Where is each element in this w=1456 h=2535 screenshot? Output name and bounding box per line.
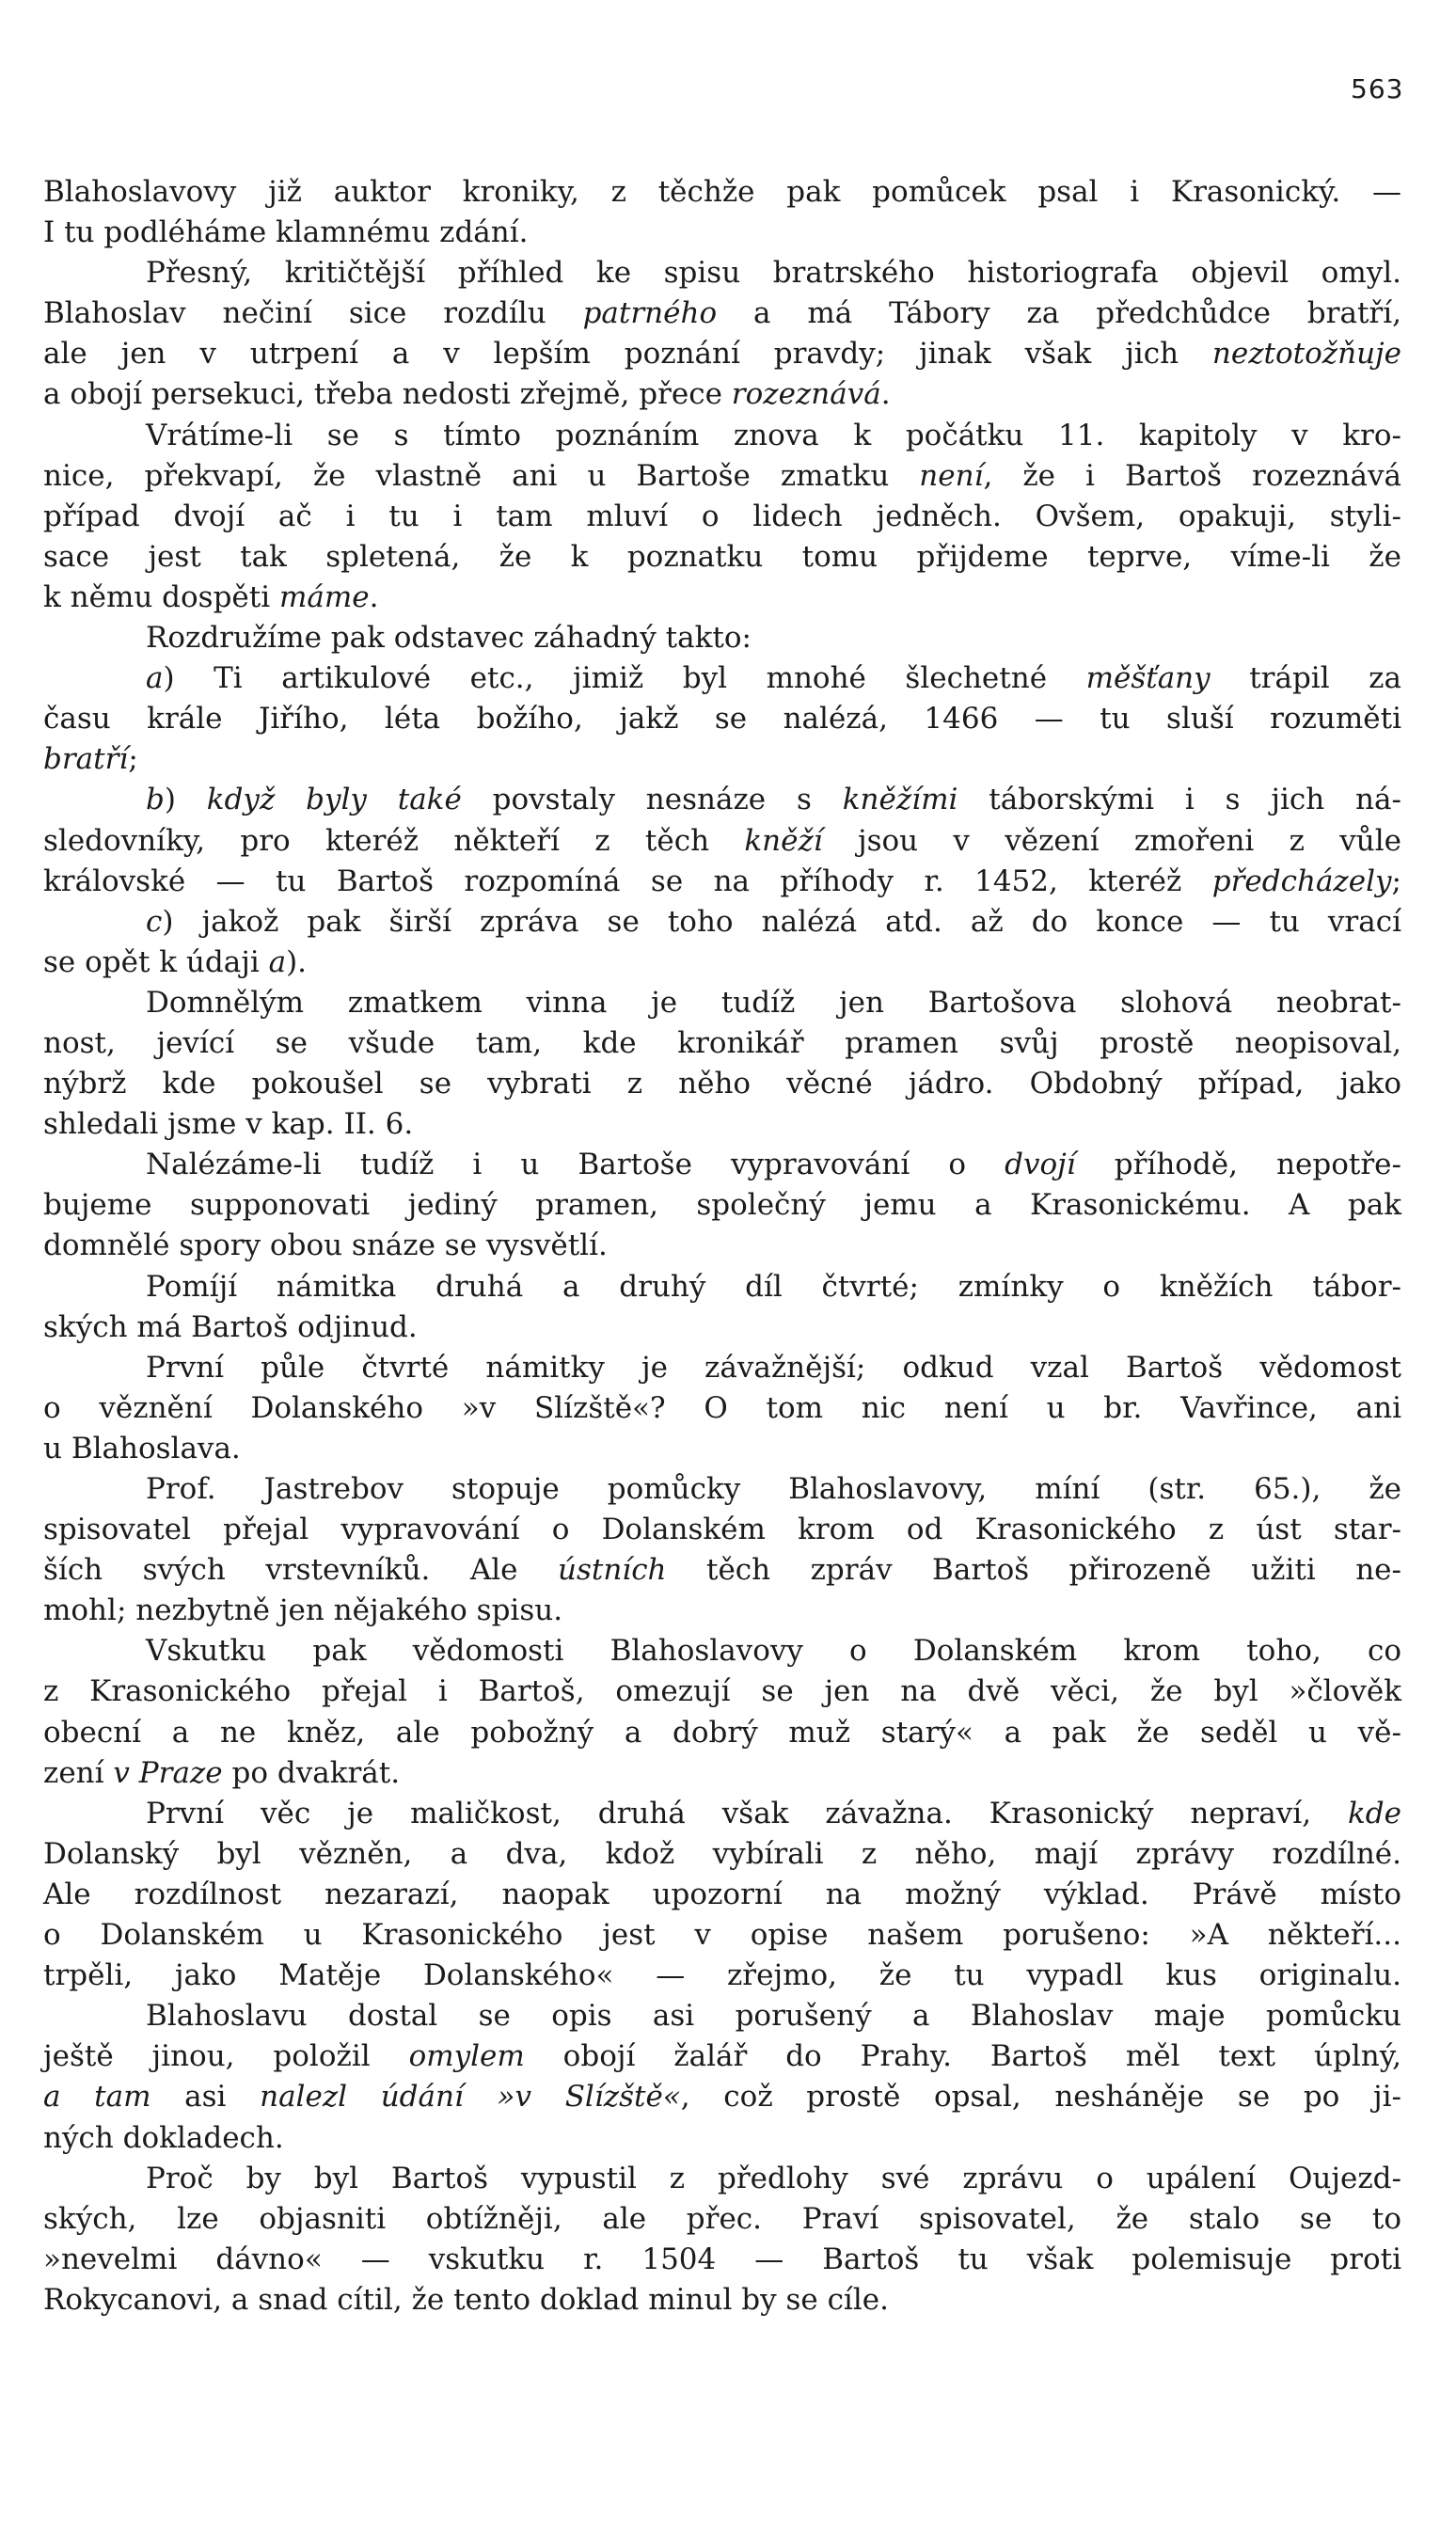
text-line (43, 1185, 1401, 1226)
text-segment: povstaly nesnáze s (461, 783, 843, 817)
text-line (43, 253, 1401, 293)
text-line (43, 374, 1401, 415)
text-segment: ale jen v utrpení a v lepším poznání pravdy; jinak však jich (43, 337, 1212, 372)
italic-text-segment: dvojí (1005, 1148, 1076, 1182)
text-segment: a obojí persekuci, třeba nedosti zřejmě, přece (43, 377, 732, 412)
text-segment: trápil za (1210, 661, 1401, 696)
text-line (43, 2199, 1401, 2240)
text-segment: ; (1391, 863, 1401, 898)
text-segment: zení (43, 1755, 114, 1790)
text-line (43, 2118, 1401, 2159)
text-line (43, 1550, 1401, 1591)
text-segment: Dolanský byl vězněn, a dva, kdož vybírali z něho, mají zprávy rozdílné. (43, 1836, 1401, 1871)
italic-text-segment: c (146, 904, 163, 939)
text-segment: královské — tu Bartoš rozpomíná se na příhody r. 1452, kteréž (43, 863, 1212, 898)
text-segment: ) Ti artikulové etc., jimiž byl mnohé šlechetné (163, 661, 1086, 696)
text-line (43, 618, 1401, 658)
text-line (43, 1023, 1401, 1064)
text-segment: První věc je maličkost, druhá však závažna. Krasonický nepraví, (146, 1796, 1349, 1830)
text-segment: Blahoslavu dostal se opis asi porušený a Blahoslav maje pomůcku (146, 1999, 1401, 2034)
text-segment: shledali jsme v kap. II. 6. (43, 1107, 414, 1142)
italic-text-segment: patrného (582, 296, 718, 331)
text-segment: »nevelmi dávno« — vskutku r. 1504 — Bartoš tu však polemisuje proti (43, 2242, 1401, 2276)
text-segment: jsou v vězení zmořeni z vůle (822, 823, 1401, 858)
text-segment: nice, překvapí, že vlastně ani u Bartoše zmatku (43, 458, 920, 493)
text-line (43, 1631, 1401, 1672)
text-segment: u Blahoslava. (43, 1431, 241, 1466)
text-line (43, 1713, 1401, 1753)
text-line (43, 780, 1401, 820)
text-segment: Proč by byl Bartoš vypustil z předlohy své zprávu o upálení Oujezd- (146, 2161, 1401, 2195)
italic-text-segment: když byly také (206, 783, 462, 817)
italic-text-segment: neztotožňuje (1211, 337, 1401, 372)
text-segment: těch zpráv Bartoš přirozeně užiti ne- (666, 1553, 1401, 1588)
italic-text-segment: měšťany (1085, 661, 1211, 696)
text-segment: Přesný, kritičtější příhled ke spisu bratrského historiografa objevil omyl. (146, 256, 1401, 291)
text-segment: z Krasonického přejal i Bartoš, omezují se jen na dvě věci, že byl »člověk (43, 1674, 1401, 1709)
text-line (43, 1267, 1401, 1307)
italic-text-segment: kněží (744, 823, 823, 858)
text-segment: sledovníky, pro kteréž někteří z těch (43, 823, 745, 858)
text-line (43, 739, 1401, 780)
text-line (43, 1834, 1401, 1875)
text-segment: po dvakrát. (222, 1755, 401, 1790)
page-number: 563 (1351, 73, 1404, 104)
text-line (43, 172, 1401, 213)
text-segment: I tu podléháme klamnému zdání. (43, 215, 529, 250)
text-segment: ných dokladech. (43, 2120, 284, 2155)
text-segment: První půle čtvrté námitky je závažnější; odkud vzal Bartoš vědomost (146, 1350, 1401, 1385)
text-line (43, 456, 1401, 497)
text-segment: se opět k údaji (43, 944, 269, 979)
italic-text-segment: rozeznává (731, 377, 881, 412)
text-line (43, 293, 1401, 334)
text-segment: asi (150, 2080, 261, 2115)
text-line (43, 1915, 1401, 1956)
text-line (43, 1510, 1401, 1550)
italic-text-segment: a (146, 661, 164, 696)
text-line (43, 537, 1401, 578)
text-segment: času krále Jiřího, léta božího, jakž se nalézá, 1466 — tu sluší rozuměti (43, 702, 1401, 737)
text-line (43, 1064, 1401, 1104)
text-segment: bujeme supponovati jediný pramen, společný jemu a Krasonickému. A pak (43, 1188, 1401, 1223)
text-segment: a má Tábory za předchůdce bratří, (717, 296, 1401, 331)
text-line (43, 862, 1401, 902)
text-line (43, 1875, 1401, 1915)
text-line (43, 497, 1401, 537)
text-line (43, 213, 1401, 253)
text-line (43, 1145, 1401, 1185)
text-line (43, 334, 1401, 374)
text-segment: k němu dospěti (43, 579, 279, 614)
italic-text-segment: kněžími (842, 783, 958, 817)
text-segment: Pomíjí námitka druhá a druhý díl čtvrté; zmínky o kněžích tábor- (146, 1269, 1401, 1304)
text-segment: ) (164, 783, 207, 817)
text-segment: nost, jevící se všude tam, kde kronikář pramen svůj prostě neopisoval, (43, 1025, 1401, 1060)
text-segment: táborskými i s jich ná- (957, 783, 1401, 817)
text-segment: ších svých vrstevníků. Ale (43, 1553, 558, 1588)
italic-text-segment: kde (1348, 1796, 1401, 1830)
text-segment: Nalézáme-li tudíž i u Bartoše vypravování o (146, 1148, 1005, 1182)
text-line (43, 699, 1401, 739)
text-segment: ; (128, 742, 138, 777)
italic-text-segment: ústních (557, 1553, 667, 1588)
text-line (43, 1348, 1401, 1388)
text-line (43, 821, 1401, 862)
text-line (43, 2036, 1401, 2077)
text-line (43, 578, 1401, 618)
italic-text-segment: nalezl údání »v Slízště« (260, 2080, 681, 2115)
text-line (43, 1591, 1401, 1631)
text-line (43, 1672, 1401, 1712)
text-segment: Blahoslavovy již auktor kroniky, z těchže pak pomůcek psal i Krasonický. — (43, 175, 1401, 209)
italic-text-segment: předcházely (1211, 863, 1392, 898)
text-line (43, 1429, 1401, 1469)
text-line (43, 943, 1401, 983)
text-segment: Prof. Jastrebov stopuje pomůcky Blahoslavovy, míní (str. 65.), že (146, 1472, 1401, 1506)
italic-text-segment: a (268, 944, 287, 979)
text-segment: sace jest tak spletená, že k poznatku tomu přijdeme teprve, víme-li že (43, 539, 1401, 574)
text-segment: spisovatel přejal vypravování o Dolanském krom od Krasonického z úst star- (43, 1513, 1401, 1547)
text-segment: nýbrž kde pokoušel se vybrati z něho věcné jádro. Obdobný případ, jako (43, 1067, 1401, 1101)
italic-text-segment: bratří (43, 742, 129, 777)
italic-text-segment: máme (279, 579, 370, 614)
text-segment: mohl; nezbytně jen nějakého spisu. (43, 1593, 563, 1628)
text-segment: Domnělým zmatkem vinna je tudíž jen Bartošova slohová neobrat- (146, 985, 1401, 1020)
text-segment: Rokycanovi, a snad cítil, že tento doklad minul by se cíle. (43, 2282, 889, 2317)
text-body (43, 172, 1401, 2321)
text-segment: případ dvojí ač i tu i tam mluví o lidech jedněch. Ovšem, opakuji, styli- (43, 499, 1401, 533)
text-segment: Ale rozdílnost nezarazí, naopak upozorní na možný výklad. Právě místo (43, 1877, 1401, 1911)
text-line (43, 1996, 1401, 2036)
text-segment: obojí žalář do Prahy. Bartoš měl text úplný, (524, 2039, 1401, 2074)
text-line (43, 658, 1401, 699)
italic-text-segment: b (146, 783, 165, 817)
text-line (43, 2077, 1401, 2117)
text-segment: . (880, 377, 891, 412)
text-line (43, 1469, 1401, 1510)
text-line (43, 1794, 1401, 1834)
text-segment: ). (286, 944, 308, 979)
text-segment: Vskutku pak vědomosti Blahoslavovy o Dolanském krom toho, co (146, 1634, 1401, 1669)
text-line (43, 2240, 1401, 2280)
italic-text-segment: není (919, 458, 984, 493)
text-line (43, 1388, 1401, 1429)
text-segment: Rozdružíme pak odstavec záhadný takto: (146, 621, 752, 656)
italic-text-segment: v Praze (113, 1755, 223, 1790)
text-line (43, 902, 1401, 943)
text-segment: trpěli, jako Matěje Dolanského« — zřejmo, že tu vypadl kus originalu. (43, 1958, 1401, 1993)
text-segment: ských má Bartoš odjinud. (43, 1309, 418, 1344)
text-line (43, 1104, 1401, 1145)
text-segment: o Dolanském u Krasonického jest v opise našem porušeno: »A někteří... (43, 1918, 1401, 1953)
text-segment: ještě jinou, položil (43, 2039, 409, 2074)
text-segment: domnělé spory obou snáze se vysvětlí. (43, 1228, 608, 1263)
text-segment: ) jakož pak širší zpráva se toho nalézá atd. až do konce — tu vrací (162, 904, 1401, 939)
text-line (43, 416, 1401, 456)
text-segment: Blahoslav nečiní sice rozdílu (43, 296, 583, 331)
text-segment: obecní a ne kněz, ale pobožný a dobrý muž starý« a pak že seděl u vě- (43, 1715, 1401, 1750)
text-line (43, 1307, 1401, 1348)
text-line (43, 2280, 1401, 2321)
text-line (43, 983, 1401, 1023)
italic-text-segment: omylem (408, 2039, 525, 2074)
text-segment: příhodě, nepotře- (1075, 1148, 1401, 1182)
text-segment: , což prostě opsal, nesháněje se po ji- (680, 2080, 1402, 2115)
italic-text-segment: a tam (43, 2080, 151, 2115)
text-segment: Vrátíme-li se s tímto poznáním znova k počátku 11. kapitoly v kro- (146, 418, 1401, 452)
text-line (43, 1956, 1401, 1996)
text-segment: , že i Bartoš rozeznává (983, 458, 1401, 493)
text-line (43, 1753, 1401, 1794)
text-segment: o věznění Dolanského »v Slízště«? O tom nic není u br. Vavřince, ani (43, 1390, 1401, 1425)
text-segment: ských, lze objasniti obtížněji, ale přec. Praví spisovatel, že stalo se to (43, 2201, 1401, 2236)
text-line (43, 2159, 1401, 2199)
text-segment: . (369, 579, 379, 614)
text-line (43, 1226, 1401, 1266)
